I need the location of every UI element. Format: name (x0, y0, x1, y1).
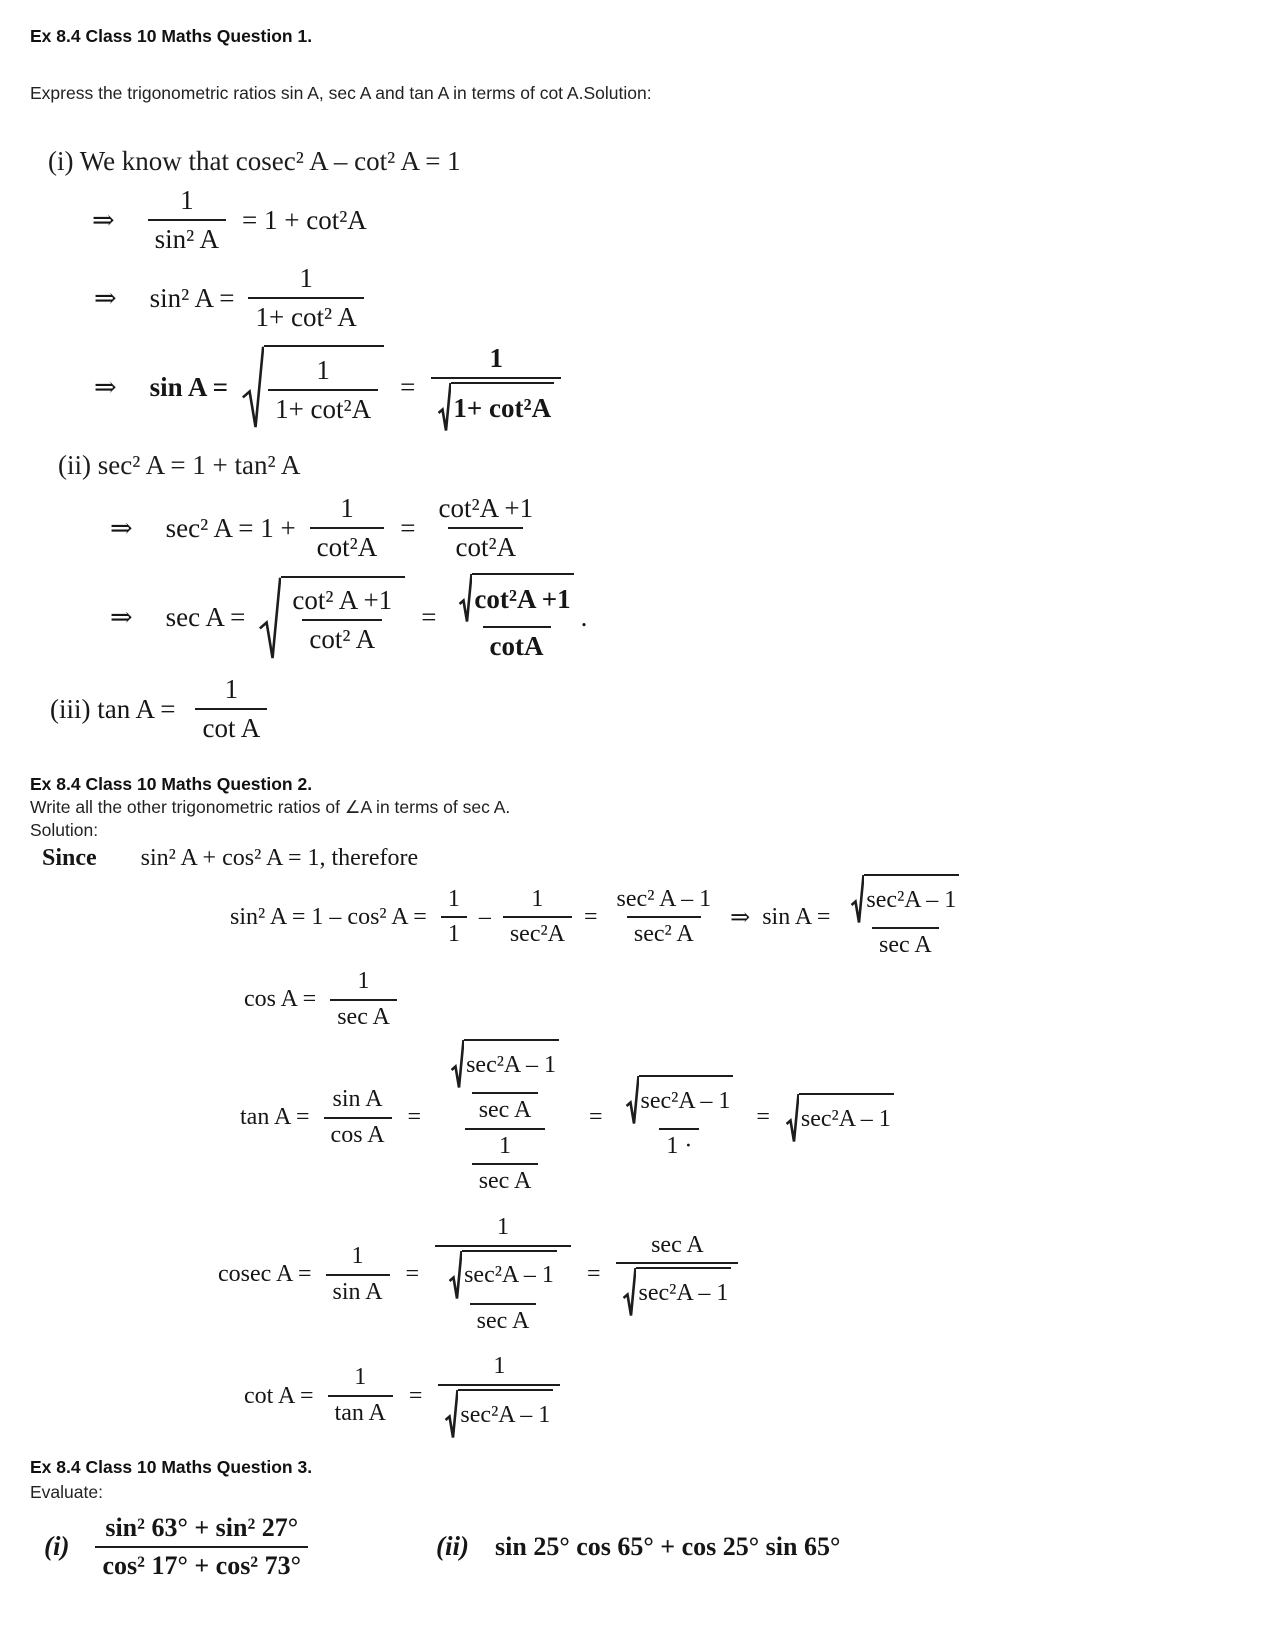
q1-line-iii (50, 674, 1241, 744)
fraction-numerator: 1 (340, 493, 354, 524)
question-1-heading: Ex 8.4 Class 10 Maths Question 1. (30, 26, 313, 46)
square-root (623, 1267, 731, 1317)
question-2-section (30, 774, 1241, 1438)
fraction-denominator: sec A (470, 1303, 537, 1336)
fraction-denominator (435, 1245, 571, 1336)
q2-tan-line (240, 1039, 1241, 1196)
radical-sign (851, 874, 864, 924)
fraction-numerator: 1 (497, 1214, 509, 1241)
square-root (786, 1093, 894, 1143)
equation-lhs: tan A = (240, 1104, 310, 1131)
equals-sign: = (588, 1104, 603, 1131)
square-root (242, 345, 384, 430)
question-2-text: Write all the other trigonometric ratios of ∠A in terms of sec A. (30, 797, 511, 818)
fraction-numerator: 1 (351, 1243, 364, 1270)
square-root (259, 576, 405, 661)
fraction-numerator: cot²A +1 (438, 493, 534, 524)
fraction-denominator: sec A (330, 999, 397, 1032)
fraction-numerator: sin A (332, 1086, 383, 1113)
fraction (431, 343, 561, 432)
fraction (285, 585, 399, 655)
fraction-denominator: 1 · (659, 1128, 699, 1161)
equation-lhs: sec A = (165, 602, 246, 633)
fraction-denominator: cos A (324, 1117, 392, 1150)
q3-part-ii-label: (ii) (436, 1531, 470, 1562)
radical-sign (459, 573, 472, 623)
fraction-denominator: sin² A (148, 219, 226, 255)
question-1-text: Express the trigonometric ratios sin A, sec A and tan A in terms of cot A.Solution: (30, 83, 652, 103)
fraction-numerator: 1 (224, 674, 239, 705)
radicand: sec²A – 1 (866, 887, 957, 914)
fraction-denominator: 1+ cot² A (248, 297, 363, 333)
equation-lhs: sin² A = (149, 282, 235, 313)
equals-sign: = (408, 1382, 423, 1409)
fraction-denominator: cos² 17° + cos² 73° (95, 1546, 308, 1581)
radical-sign (451, 1039, 464, 1089)
fraction-denominator: 1 (441, 916, 467, 949)
fraction-denominator (431, 377, 561, 432)
equation-lhs: cos A = (244, 986, 317, 1013)
square-root (445, 1389, 553, 1439)
square-root (451, 1039, 559, 1089)
radicand: sec²A – 1 (638, 1280, 729, 1307)
implies-arrow: ⇒ (94, 282, 116, 313)
q1-line-i1 (92, 185, 1241, 255)
fraction (844, 874, 966, 960)
fraction-numerator: sec² A – 1 (616, 885, 712, 912)
equals-sign: = (584, 903, 598, 930)
fraction-numerator: sin² 63° + sin² 27° (105, 1512, 299, 1542)
equals-sign: = (405, 1261, 420, 1288)
radical-sign (259, 576, 281, 661)
radical-sign (786, 1093, 799, 1143)
fraction-numerator (444, 1039, 566, 1092)
fraction-numerator (844, 874, 966, 927)
square-root (851, 874, 959, 924)
q1-line-ii2 (110, 573, 1241, 662)
question-1-section (30, 26, 1241, 744)
q1-part-ii-intro: (ii) sec² A = 1 + tan² A (58, 450, 301, 481)
minus-sign: – (478, 903, 491, 930)
fraction (438, 1353, 560, 1439)
equals-sign: = (586, 1261, 601, 1288)
radical-sign (242, 345, 264, 430)
fraction-denominator: cot²A (310, 527, 385, 563)
fraction (195, 674, 267, 744)
equals-sign: = (400, 512, 416, 543)
period: . (580, 602, 588, 633)
fraction-denominator: sec A (872, 927, 939, 960)
q2-cos-line (244, 968, 1241, 1031)
fraction-numerator: 1 (354, 1364, 367, 1391)
fraction-denominator: sec²A (503, 916, 572, 949)
q2-cosec-line (218, 1214, 1241, 1335)
fraction-numerator (442, 1250, 564, 1303)
fraction (472, 1133, 539, 1196)
fraction (619, 1075, 741, 1161)
equals-sign: = (421, 602, 437, 633)
radicand: sec²A – 1 (640, 1087, 731, 1114)
fraction-nested (435, 1214, 571, 1335)
implies-arrow: ⇒ (110, 512, 132, 543)
equals-sign: = (407, 1104, 422, 1131)
square-root (626, 1075, 734, 1125)
fraction-denominator (616, 1262, 738, 1317)
fraction-denominator: sec² A (627, 916, 701, 949)
fraction (503, 886, 572, 949)
fraction (268, 355, 378, 425)
square-root (459, 573, 573, 623)
fraction (330, 968, 397, 1031)
q2-sin-line (230, 874, 1241, 960)
fraction (610, 886, 719, 949)
implies-arrow: ⇒ (92, 204, 114, 235)
fraction (95, 1513, 308, 1581)
fraction-denominator (465, 1128, 546, 1196)
fraction-numerator: 1 (357, 968, 370, 995)
radical-sign (445, 1389, 458, 1439)
radicand: sec²A – 1 (460, 1401, 551, 1428)
equation-lhs: sin A = (149, 372, 229, 403)
fraction (310, 493, 385, 563)
fraction (248, 263, 363, 333)
fraction (442, 1250, 564, 1336)
q2-since-line (42, 845, 1241, 872)
fraction-numerator: 1 (447, 885, 460, 912)
fraction (444, 1039, 566, 1125)
q2-cot-line (244, 1353, 1241, 1439)
fraction-numerator: 1 (531, 885, 544, 912)
fraction-numerator: cot² A +1 (292, 584, 393, 615)
since-equation: sin² A + cos² A = 1, therefore (140, 845, 419, 872)
square-root (438, 382, 554, 432)
q3-expressions-row (44, 1513, 1241, 1581)
fraction-numerator (437, 1039, 573, 1128)
radical-sign (438, 382, 451, 432)
q1-line-ii1 (110, 493, 1241, 563)
q1-line-i3 (94, 343, 1241, 432)
solution-label: Solution: (30, 820, 99, 841)
radicand: 1+ cot²A (453, 393, 552, 424)
radicand: cot²A +1 (474, 584, 571, 615)
fraction-numerator: 1 (316, 354, 330, 385)
q3-part-i-label: (i) (44, 1531, 70, 1562)
fraction (328, 1364, 393, 1427)
equation-lhs: cosec A = (218, 1261, 312, 1288)
equation-lhs: (iii) tan A = (50, 693, 176, 724)
fraction-numerator: 1 (493, 1353, 506, 1380)
equation-mid: sin A = (762, 903, 831, 930)
q3-part-ii-expression: sin 25° cos 65° + cos 25° sin 65° (495, 1531, 841, 1561)
fraction-denominator: 1+ cot²A (268, 389, 378, 425)
fraction-denominator: cot A (195, 708, 267, 744)
fraction (452, 573, 580, 662)
fraction-numerator: 1 (180, 185, 194, 215)
radical-sign (449, 1250, 462, 1300)
fraction-numerator: 1 (499, 1132, 512, 1159)
equals-sign: = (400, 372, 416, 403)
fraction-denominator: sec A (472, 1092, 539, 1125)
fraction (616, 1232, 738, 1318)
fraction (441, 886, 467, 949)
fraction-denominator: sin A (326, 1274, 390, 1307)
fraction-denominator: cotA (483, 626, 551, 662)
radical-sign (623, 1267, 636, 1317)
question-2-heading: Ex 8.4 Class 10 Maths Question 2. (30, 774, 313, 795)
question-3-section (30, 1457, 1241, 1581)
fraction (324, 1086, 392, 1149)
fraction-denominator: tan A (328, 1395, 393, 1428)
fraction-numerator: 1 (489, 343, 503, 374)
fraction (148, 185, 226, 255)
fraction (326, 1243, 390, 1306)
fraction-nested (437, 1039, 573, 1196)
radicand: sec²A – 1 (466, 1051, 556, 1078)
q1-line-i2 (94, 263, 1241, 333)
implies-arrow: ⇒ (94, 372, 116, 403)
q1-part-i-intro: (i) We know that cosec² A – cot² A = 1 (48, 146, 461, 176)
fraction-denominator: sec A (472, 1163, 539, 1196)
equation-lhs: sec² A = 1 + (165, 512, 296, 543)
implies-arrow: ⇒ (730, 904, 751, 931)
fraction (432, 493, 541, 563)
question-3-heading: Ex 8.4 Class 10 Maths Question 3. (30, 1456, 313, 1477)
evaluate-label: Evaluate: (30, 1481, 103, 1502)
since-word: Since (42, 845, 97, 872)
fraction-numerator (452, 573, 580, 626)
fraction-numerator: sec A (651, 1231, 704, 1258)
equals-sign: = (756, 1104, 770, 1131)
radicand: sec²A – 1 (464, 1262, 554, 1289)
radical-sign (626, 1075, 639, 1125)
fraction-numerator (619, 1075, 741, 1128)
fraction-denominator (438, 1384, 560, 1439)
implies-arrow: ⇒ (110, 602, 132, 633)
square-root (449, 1250, 557, 1300)
equation-lhs: sin² A = 1 – cos² A = (230, 903, 427, 930)
fraction-numerator: 1 (299, 263, 313, 294)
equation-rest: = 1 + cot²A (242, 204, 367, 235)
radicand: sec²A – 1 (800, 1105, 891, 1132)
fraction-denominator: cot² A (302, 619, 382, 655)
fraction-denominator: cot²A (448, 527, 523, 563)
equation-lhs: cot A = (244, 1382, 314, 1409)
